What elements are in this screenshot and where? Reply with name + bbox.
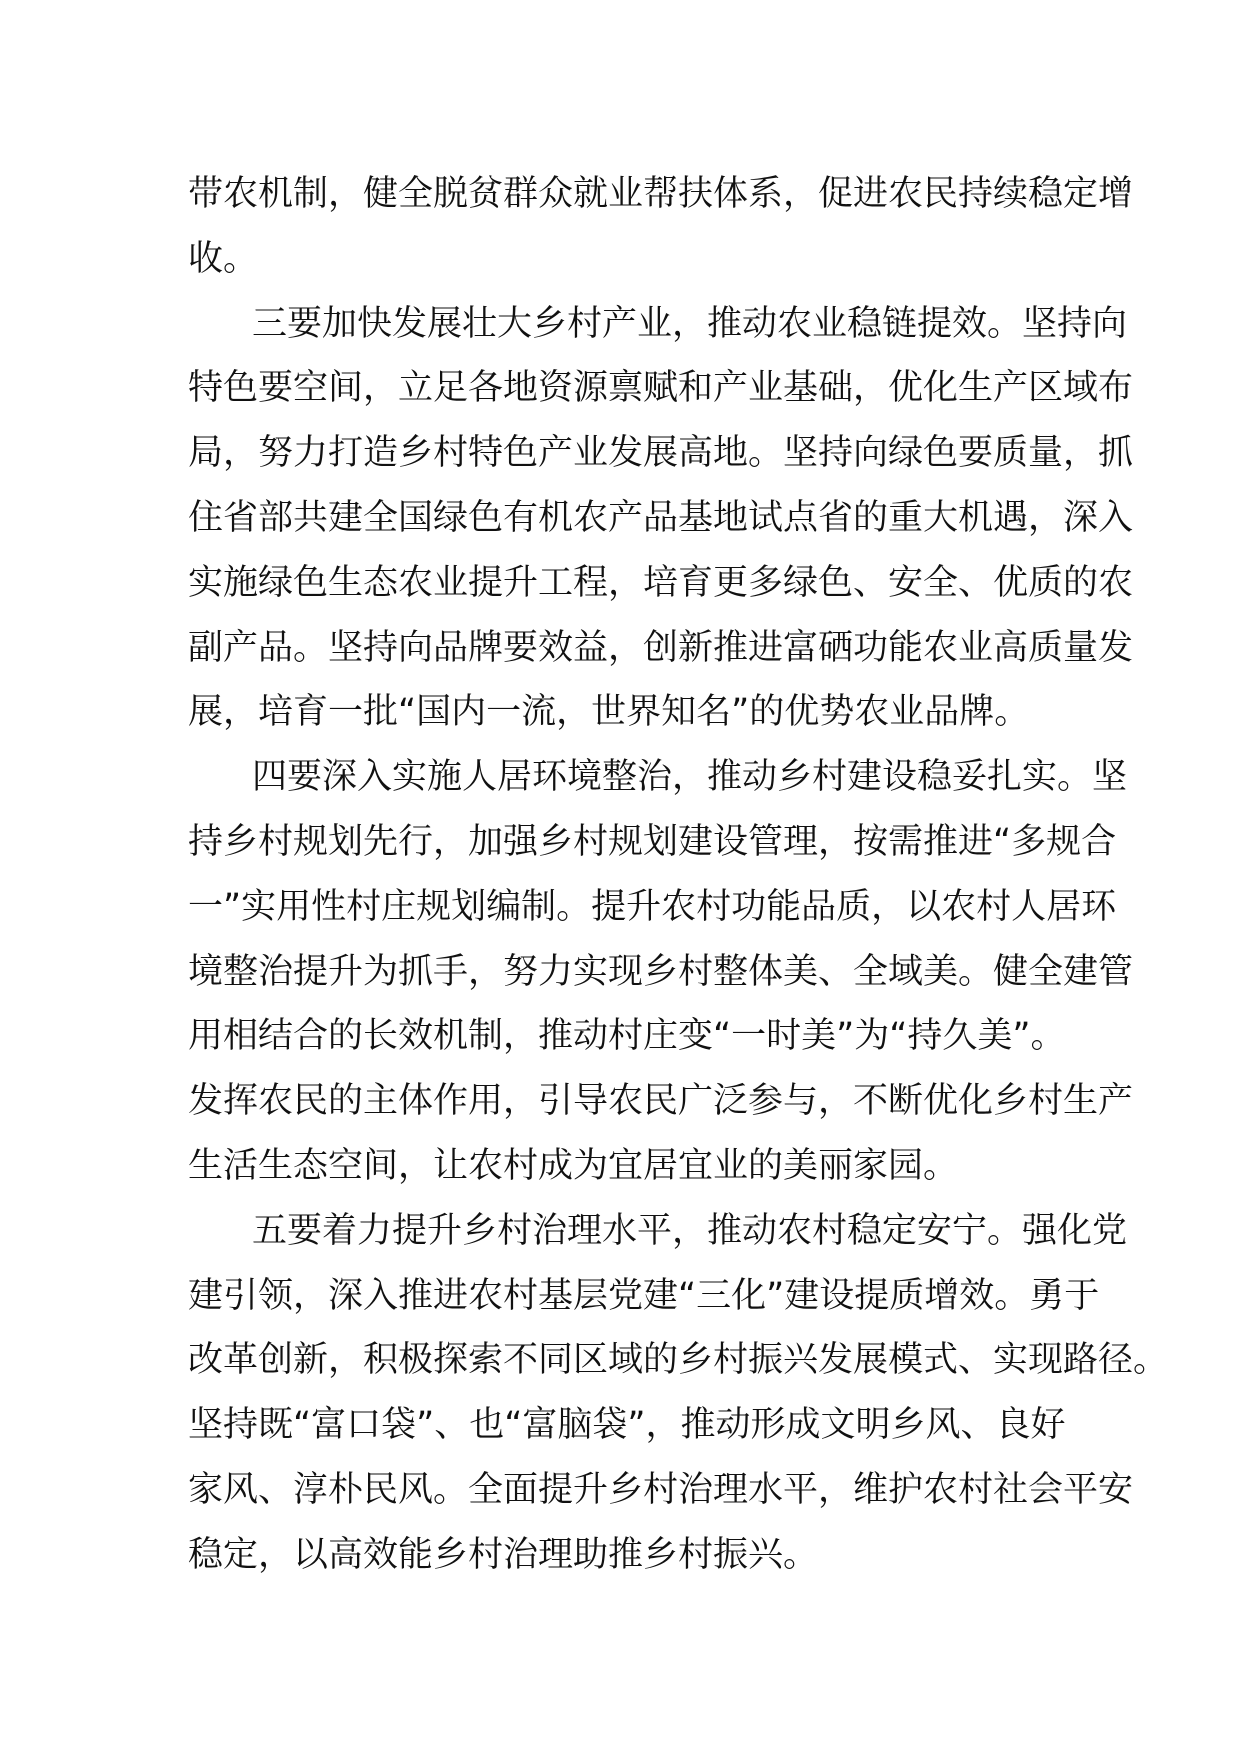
text-line: 稳定，以高效能乡村治理助推乡村振兴。 [188,1534,819,1575]
text-line: 境整治提升为抓手，努力实现乡村整体美、全域美。健全建管 [188,951,1134,992]
text-line: 发挥农民的主体作用，引导农民广泛参与，不断优化乡村生产 [188,1081,1134,1122]
text-line: 带农机制，健全脱贫群众就业帮扶体系，促进农民持续稳定增 [188,174,1134,214]
text-line: 局，努力打造乡村特色产业发展高地。坚持向绿色要质量，抓 [188,433,1134,474]
text-line: 住省部共建全国绿色有机农产品基地试点省的重大机遇，深入 [188,497,1134,538]
text-line: 收。 [188,238,259,279]
text-line: 家风、淳朴民风。全面提升乡村治理水平，维护农村社会平安 [188,1469,1134,1510]
body-text [188,162,1169,1588]
text-line: 特色要空间，立足各地资源禀赋和产业基础，优化生产区域布 [188,368,1134,409]
text-line: 实施绿色生态农业提升工程，培育更多绿色、安全、优质的农 [188,562,1134,603]
text-line: 坚持既“富口袋”、也“富脑袋”，推动形成文明乡风、良好 [188,1405,1066,1446]
paragraph-first-line: 三要加快发展壮大乡村产业，推动农业稳链提效。坚持向 [252,303,1128,344]
text-line: 生活生态空间，让农村成为宜居宜业的美丽家园。 [188,1145,959,1186]
paragraph-first-line: 四要深入实施人居环境整治，推动乡村建设稳妥扎实。坚 [252,757,1128,798]
text-line: 改革创新，积极探索不同区域的乡村振兴发展模式、实现路径。 [188,1340,1169,1381]
text-line: 展，培育一批“国内一流，世界知名”的优势农业品牌。 [188,692,1030,733]
text-line: 建引领，深入推进农村基层党建“三化”建设提质增效。勇于 [188,1275,1100,1316]
paragraph-first-line: 五要着力提升乡村治理水平，推动农村稳定安宁。强化党 [252,1210,1128,1251]
text-line: 持乡村规划先行，加强乡村规划建设管理，按需推进“多规合 [188,821,1117,862]
text-line: 副产品。坚持向品牌要效益，创新推进富硒功能农业高质量发 [188,627,1134,668]
text-line: 用相结合的长效机制，推动村庄变“一时美”为“持久美”。 [188,1016,1066,1057]
text-line: 一”实用性村庄规划编制。提升农村功能品质，以农村人居环 [188,886,1117,927]
